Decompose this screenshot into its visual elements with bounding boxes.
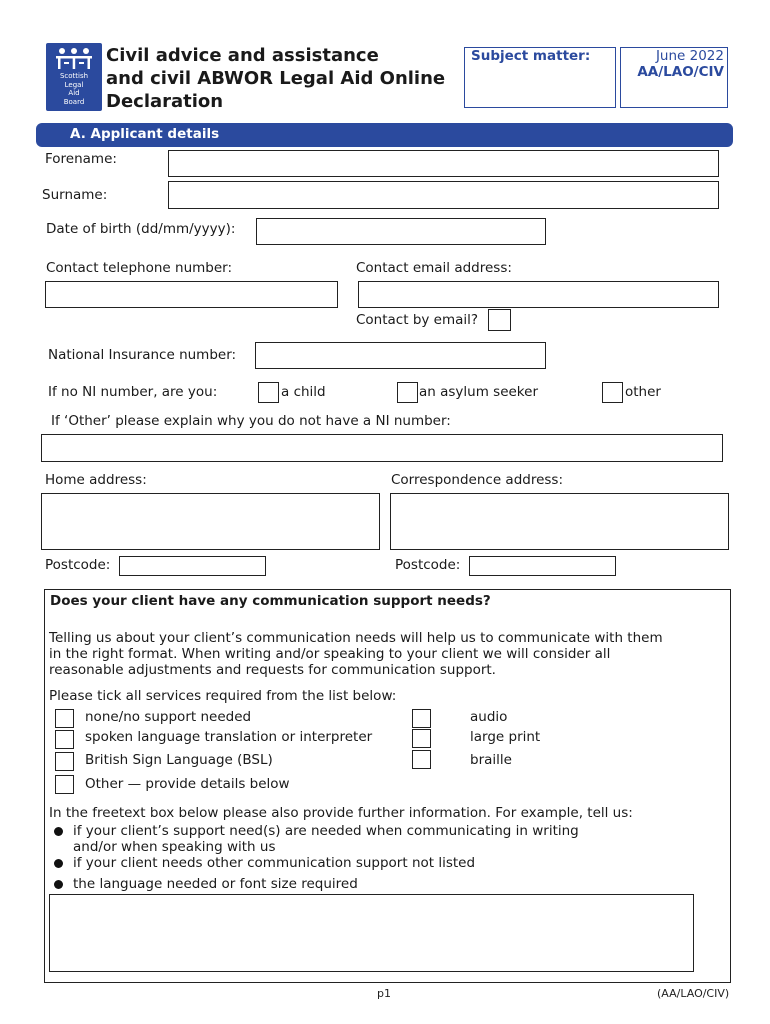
interpreter-label: spoken language translation or interpreter [85, 729, 373, 745]
corr-postcode-input[interactable] [469, 556, 616, 576]
contact-by-email-checkbox[interactable] [488, 309, 511, 331]
communication-heading: Does your client have any communication support needs? [50, 593, 491, 609]
freetext-intro: In the freetext box below please also provide further information. For example, tell us: [49, 805, 633, 821]
bullet-icon [54, 880, 63, 889]
tick-instruction: Please tick all services required from the list below: [49, 688, 397, 704]
other-support-checkbox[interactable] [55, 775, 74, 794]
none-support-label: none/no support needed [85, 709, 252, 725]
braille-label: braille [470, 752, 512, 768]
email-label: Contact email address: [356, 260, 512, 276]
home-address-label: Home address: [45, 472, 147, 488]
bsl-label: British Sign Language (BSL) [85, 752, 273, 768]
phone-label: Contact telephone number: [46, 260, 233, 276]
large-print-checkbox[interactable] [412, 729, 431, 748]
audio-checkbox[interactable] [412, 709, 431, 728]
none-support-checkbox[interactable] [55, 709, 74, 728]
phone-input[interactable] [45, 281, 338, 308]
bullet-icon [54, 827, 63, 836]
interpreter-checkbox[interactable] [55, 730, 74, 749]
slab-logo [46, 43, 102, 111]
form-date: June 2022 [655, 48, 724, 64]
ni-child-checkbox[interactable] [258, 382, 279, 403]
no-ni-label: If no NI number, are you: [48, 384, 218, 400]
other-support-label: Other — provide details below [85, 776, 290, 792]
surname-label: Surname: [42, 187, 108, 203]
surname-input[interactable] [168, 181, 719, 209]
ni-other-explain-input[interactable] [41, 434, 723, 462]
subject-matter-label: Subject matter: [471, 48, 591, 64]
braille-checkbox[interactable] [412, 750, 431, 769]
bullet-item: the language needed or font size required [73, 876, 358, 892]
ni-asylum-label: an asylum seeker [419, 384, 539, 400]
section-a-title: A. Applicant details [70, 126, 220, 142]
ni-child-label: a child [281, 384, 326, 400]
logo-figures-icon [46, 43, 102, 73]
communication-intro: Telling us about your client’s communication needs will help us to communicate with them in the right format. When writing and/or speaking to your client we will consider all reasonable adjustments and requests for communication support. [49, 630, 663, 678]
bullet-icon [54, 859, 63, 868]
forename-input[interactable] [168, 150, 719, 177]
home-postcode-input[interactable] [119, 556, 266, 576]
large-print-label: large print [470, 729, 541, 745]
bullet-item: if your client needs other communication support not listed [73, 855, 476, 871]
bsl-checkbox[interactable] [55, 752, 74, 771]
bullet-item: if your client’s support need(s) are needed when communicating in writing and/or when speaking with us [73, 823, 579, 855]
home-address-input[interactable] [41, 493, 380, 550]
logo-wordmark: Scottish Legal Aid Board [59, 72, 89, 106]
dob-label: Date of birth (dd/mm/yyyy): [46, 221, 236, 237]
ni-asylum-checkbox[interactable] [397, 382, 418, 403]
audio-label: audio [470, 709, 508, 725]
home-postcode-label: Postcode: [45, 557, 111, 573]
correspondence-address-label: Correspondence address: [391, 472, 564, 488]
ni-label: National Insurance number: [48, 347, 237, 363]
correspondence-address-input[interactable] [390, 493, 729, 550]
form-code: AA/LAO/CIV [637, 64, 724, 80]
footer-form-code: (AA/LAO/CIV) [657, 987, 730, 1000]
page-number: p1 [377, 987, 391, 1000]
communication-freetext-input[interactable] [49, 894, 694, 972]
form-title: Civil advice and assistance and civil ABWOR Legal Aid Online Declaration [106, 45, 446, 112]
email-input[interactable] [358, 281, 719, 308]
corr-postcode-label: Postcode: [395, 557, 461, 573]
forename-label: Forename: [45, 151, 117, 167]
ni-other-label: other [625, 384, 661, 400]
dob-input[interactable] [256, 218, 546, 245]
ni-other-explain-label: If ‘Other’ please explain why you do not have a NI number: [51, 413, 451, 429]
ni-other-checkbox[interactable] [602, 382, 623, 403]
contact-by-email-label: Contact by email? [356, 312, 479, 328]
ni-input[interactable] [255, 342, 546, 369]
